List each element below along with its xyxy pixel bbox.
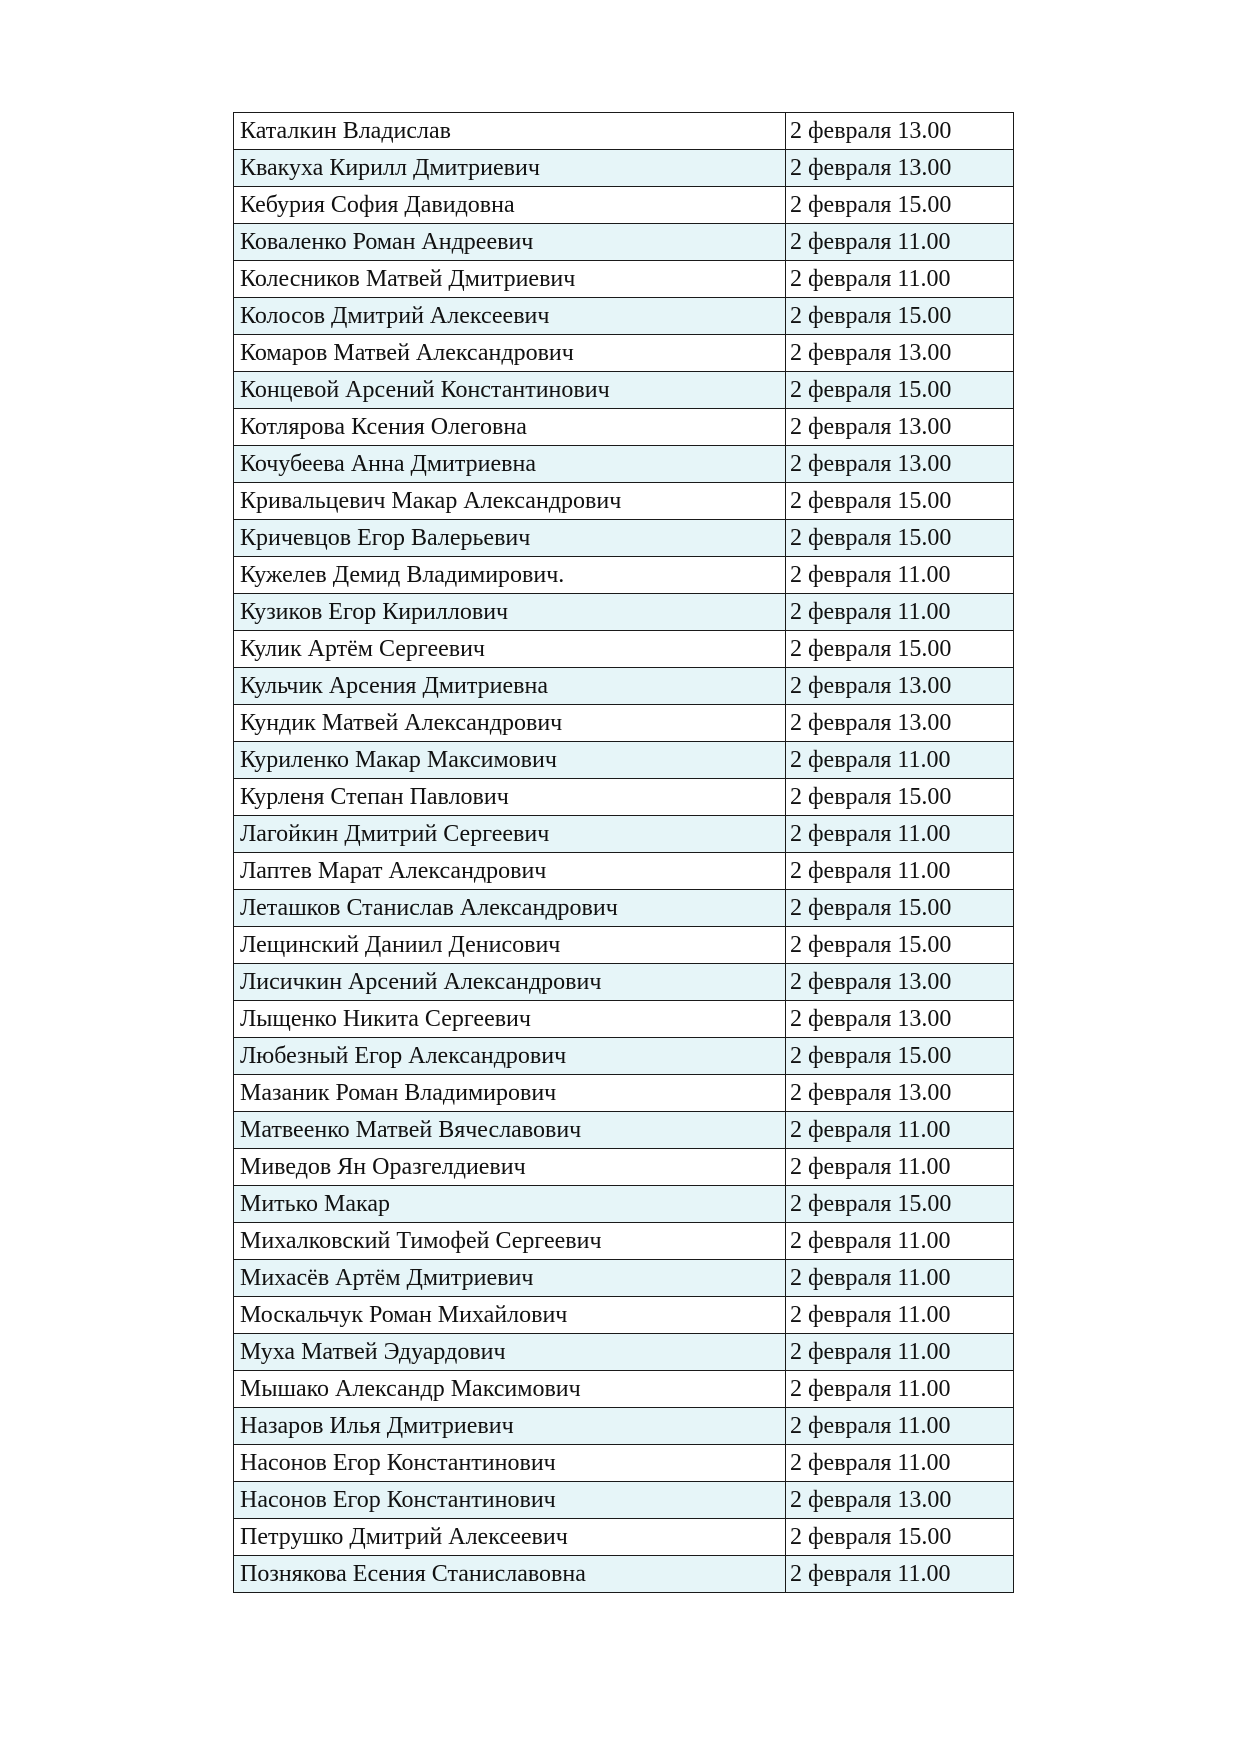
- table-row: [234, 816, 1014, 853]
- student-name-cell: Кочубеева Анна Дмитриевна: [234, 446, 786, 483]
- student-name-cell: Коваленко Роман Андреевич: [234, 224, 786, 261]
- table-row: [234, 1334, 1014, 1371]
- exam-time-cell: 2 февраля 15.00: [786, 1038, 1014, 1075]
- table-row: [234, 298, 1014, 335]
- table-row: [234, 1519, 1014, 1556]
- student-name-cell: Насонов Егор Константинович: [234, 1445, 786, 1482]
- table-row: [234, 1149, 1014, 1186]
- table-row: [234, 668, 1014, 705]
- exam-time-cell: 2 февраля 13.00: [786, 668, 1014, 705]
- exam-time-cell: 2 февраля 15.00: [786, 890, 1014, 927]
- table-row: [234, 853, 1014, 890]
- exam-time-cell: 2 февраля 11.00: [786, 742, 1014, 779]
- table-row: [234, 446, 1014, 483]
- exam-time-cell: 2 февраля 13.00: [786, 113, 1014, 150]
- student-name-cell: Насонов Егор Константинович: [234, 1482, 786, 1519]
- table-row: [234, 705, 1014, 742]
- exam-time-cell: 2 февраля 11.00: [786, 1445, 1014, 1482]
- student-name-cell: Михалковский Тимофей Сергеевич: [234, 1223, 786, 1260]
- student-name-cell: Комаров Матвей Александрович: [234, 335, 786, 372]
- student-name-cell: Курленя Степан Павлович: [234, 779, 786, 816]
- student-name-cell: Кундик Матвей Александрович: [234, 705, 786, 742]
- student-name-cell: Муха Матвей Эдуардович: [234, 1334, 786, 1371]
- table-row: [234, 1445, 1014, 1482]
- exam-time-cell: 2 февраля 11.00: [786, 1149, 1014, 1186]
- table-row: [234, 1223, 1014, 1260]
- schedule-table: [233, 112, 1014, 1593]
- table-row: [234, 742, 1014, 779]
- exam-time-cell: 2 февраля 11.00: [786, 1371, 1014, 1408]
- student-name-cell: Лыщенко Никита Сергеевич: [234, 1001, 786, 1038]
- student-name-cell: Колосов Дмитрий Алексеевич: [234, 298, 786, 335]
- exam-time-cell: 2 февраля 15.00: [786, 1186, 1014, 1223]
- exam-time-cell: 2 февраля 11.00: [786, 224, 1014, 261]
- exam-time-cell: 2 февраля 11.00: [786, 261, 1014, 298]
- student-name-cell: Кужелев Демид Владимирович.: [234, 557, 786, 594]
- student-name-cell: Петрушко Дмитрий Алексеевич: [234, 1519, 786, 1556]
- exam-time-cell: 2 февраля 13.00: [786, 964, 1014, 1001]
- student-name-cell: Леташков Станислав Александрович: [234, 890, 786, 927]
- table-row: [234, 779, 1014, 816]
- student-name-cell: Кузиков Егор Кириллович: [234, 594, 786, 631]
- exam-time-cell: 2 февраля 11.00: [786, 1223, 1014, 1260]
- table-row: [234, 1408, 1014, 1445]
- exam-time-cell: 2 февраля 11.00: [786, 1408, 1014, 1445]
- exam-time-cell: 2 февраля 15.00: [786, 372, 1014, 409]
- table-row: [234, 335, 1014, 372]
- student-name-cell: Мышако Александр Максимович: [234, 1371, 786, 1408]
- exam-time-cell: 2 февраля 11.00: [786, 853, 1014, 890]
- student-name-cell: Митько Макар: [234, 1186, 786, 1223]
- exam-time-cell: 2 февраля 15.00: [786, 298, 1014, 335]
- student-name-cell: Миведов Ян Оразгелдиевич: [234, 1149, 786, 1186]
- exam-time-cell: 2 февраля 15.00: [786, 1519, 1014, 1556]
- student-name-cell: Кричевцов Егор Валерьевич: [234, 520, 786, 557]
- exam-time-cell: 2 февраля 15.00: [786, 483, 1014, 520]
- table-row: [234, 520, 1014, 557]
- student-name-cell: Концевой Арсений Константинович: [234, 372, 786, 409]
- exam-time-cell: 2 февраля 11.00: [786, 1260, 1014, 1297]
- student-name-cell: Колесников Матвей Дмитриевич: [234, 261, 786, 298]
- table-row: [234, 261, 1014, 298]
- student-name-cell: Москальчук Роман Михайлович: [234, 1297, 786, 1334]
- table-row: [234, 890, 1014, 927]
- student-name-cell: Любезный Егор Александрович: [234, 1038, 786, 1075]
- student-name-cell: Кебурия София Давидовна: [234, 187, 786, 224]
- exam-time-cell: 2 февраля 15.00: [786, 631, 1014, 668]
- exam-time-cell: 2 февраля 15.00: [786, 520, 1014, 557]
- exam-time-cell: 2 февраля 13.00: [786, 335, 1014, 372]
- exam-time-cell: 2 февраля 11.00: [786, 557, 1014, 594]
- student-name-cell: Лисичкин Арсений Александрович: [234, 964, 786, 1001]
- table-row: [234, 483, 1014, 520]
- student-name-cell: Лещинский Даниил Денисович: [234, 927, 786, 964]
- exam-time-cell: 2 февраля 11.00: [786, 816, 1014, 853]
- table-row: [234, 1556, 1014, 1593]
- table-row: [234, 409, 1014, 446]
- table-row: [234, 1001, 1014, 1038]
- student-name-cell: Каталкин Владислав: [234, 113, 786, 150]
- student-name-cell: Мазаник Роман Владимирович: [234, 1075, 786, 1112]
- exam-time-cell: 2 февраля 11.00: [786, 1112, 1014, 1149]
- student-name-cell: Кривальцевич Макар Александрович: [234, 483, 786, 520]
- student-name-cell: Познякова Есения Станиславовна: [234, 1556, 786, 1593]
- table-row: [234, 1371, 1014, 1408]
- table-row: [234, 1038, 1014, 1075]
- student-name-cell: Кулик Артём Сергеевич: [234, 631, 786, 668]
- student-name-cell: Куриленко Макар Максимович: [234, 742, 786, 779]
- student-name-cell: Михасёв Артём Дмитриевич: [234, 1260, 786, 1297]
- student-name-cell: Лаптев Марат Александрович: [234, 853, 786, 890]
- exam-time-cell: 2 февраля 11.00: [786, 1334, 1014, 1371]
- exam-time-cell: 2 февраля 11.00: [786, 594, 1014, 631]
- exam-time-cell: 2 февраля 13.00: [786, 409, 1014, 446]
- exam-time-cell: 2 февраля 15.00: [786, 779, 1014, 816]
- table-row: [234, 557, 1014, 594]
- exam-time-cell: 2 февраля 15.00: [786, 187, 1014, 224]
- table-row: [234, 372, 1014, 409]
- student-name-cell: Матвеенко Матвей Вячеславович: [234, 1112, 786, 1149]
- table-row: [234, 150, 1014, 187]
- exam-time-cell: 2 февраля 15.00: [786, 927, 1014, 964]
- exam-time-cell: 2 февраля 13.00: [786, 705, 1014, 742]
- student-name-cell: Кульчик Арсения Дмитриевна: [234, 668, 786, 705]
- student-name-cell: Котлярова Ксения Олеговна: [234, 409, 786, 446]
- table-row: [234, 631, 1014, 668]
- table-row: [234, 964, 1014, 1001]
- exam-time-cell: 2 февраля 13.00: [786, 1075, 1014, 1112]
- table-row: [234, 594, 1014, 631]
- exam-time-cell: 2 февраля 13.00: [786, 1001, 1014, 1038]
- student-name-cell: Квакуха Кирилл Дмитриевич: [234, 150, 786, 187]
- table-row: [234, 1186, 1014, 1223]
- exam-time-cell: 2 февраля 11.00: [786, 1297, 1014, 1334]
- table-row: [234, 1297, 1014, 1334]
- exam-time-cell: 2 февраля 13.00: [786, 150, 1014, 187]
- student-name-cell: Лагойкин Дмитрий Сергеевич: [234, 816, 786, 853]
- table-row: [234, 927, 1014, 964]
- exam-time-cell: 2 февраля 13.00: [786, 1482, 1014, 1519]
- exam-time-cell: 2 февраля 11.00: [786, 1556, 1014, 1593]
- schedule-table-body: [234, 113, 1014, 1593]
- table-row: [234, 1112, 1014, 1149]
- table-row: [234, 224, 1014, 261]
- table-row: [234, 1482, 1014, 1519]
- table-row: [234, 113, 1014, 150]
- table-row: [234, 187, 1014, 224]
- table-row: [234, 1260, 1014, 1297]
- exam-time-cell: 2 февраля 13.00: [786, 446, 1014, 483]
- student-name-cell: Назаров Илья Дмитриевич: [234, 1408, 786, 1445]
- table-row: [234, 1075, 1014, 1112]
